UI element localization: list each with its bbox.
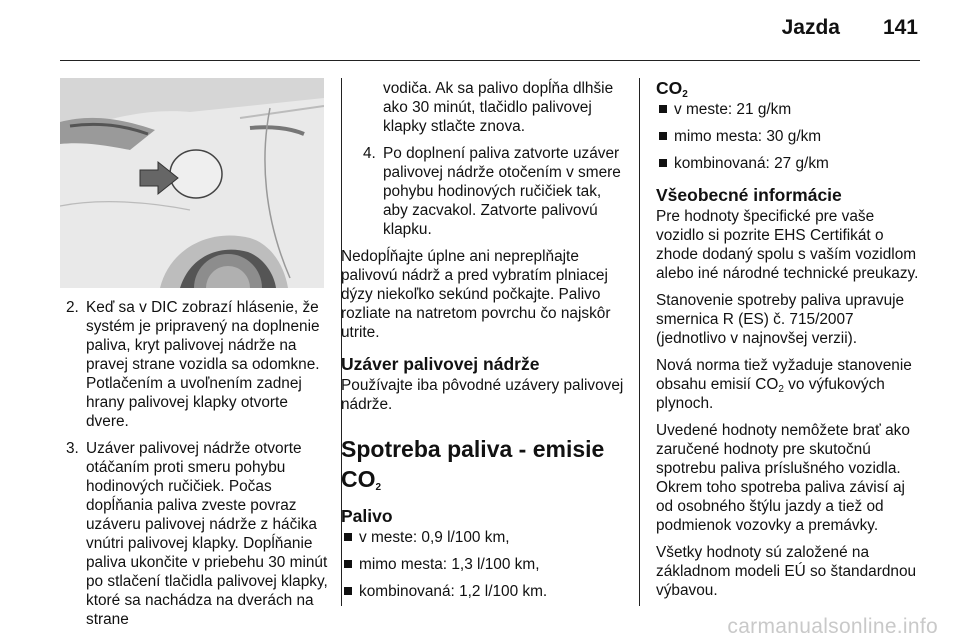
list-item: v meste: 0,9 l/100 km,	[341, 528, 629, 547]
column-1	[60, 298, 330, 637]
emissions-norm-paragraph: Nová norma tiež vyžaduje stanovenie obsahu emisií $CO_2$ vo výfukových plynoch.	[656, 357, 912, 412]
list-item: mimo mesta: 30 g/km	[656, 127, 922, 146]
section-heading-general-info: Všeobecné informácie	[656, 185, 842, 205]
page-header	[60, 0, 920, 61]
step-item	[357, 144, 629, 239]
general-info-paragraph: Pre hodnoty špecifické pre vaše vozidlo si pozrite EHS Certifikát o zhode dodaný spolu s vaším vozidlom alebo iné národné technické preukazy.	[656, 208, 919, 282]
step-number: 3.	[66, 440, 79, 457]
section-heading-consumption: Spotreba paliva - emisie $CO_2$	[341, 436, 605, 493]
list-item: v meste: 21 g/km	[656, 100, 922, 119]
regulation-paragraph: Stanovenie spotreby paliva upravuje smernica R (ES) č. 715/2007 (jednotlivo v najnovšej verzii).	[656, 292, 905, 347]
step-item	[60, 298, 330, 431]
fuel-values-list	[341, 528, 629, 601]
site-watermark: carmanualsonline.info	[727, 615, 938, 638]
base-model-paragraph: Všetky hodnoty sú založené na základnom modeli EÚ so štandardnou výbavou.	[656, 544, 917, 599]
subheading-fuel: Palivo	[341, 506, 393, 526]
co2-values-list	[656, 100, 922, 173]
page-number: 141	[882, 16, 918, 39]
step-continuation	[357, 79, 629, 136]
list-item: kombinovaná: 27 g/km	[656, 154, 922, 173]
refuel-warning-paragraph: Nedopĺňajte úplne ani nepreplňajte palivovú nádrž a pred vybratím plniacej dýzy niekoľko sekúnd počkajte. Palivo rozliate na natretom povrchu čo najskôr utrite.	[341, 248, 611, 341]
list-item: mimo mesta: 1,3 l/100 km,	[341, 555, 629, 574]
instruction-steps-cont	[357, 79, 629, 239]
column-2	[341, 79, 629, 611]
column-divider	[639, 78, 640, 606]
fuel-door-illustration	[60, 78, 324, 288]
list-item: kombinovaná: 1,2 l/100 km.	[341, 582, 629, 601]
step-text: Uzáver palivovej nádrže otvorte otáčaním proti smeru pohybu hodinových ručičiek. Počas dopĺňania paliva zveste povraz uzáveru palivovej nádrže z háčika vnútri palivovej klapky. Dopĺňanie paliva ukončite v priebehu 30 minút po stlačení tlačidla palivovej klapky, ktoré sa nachádza na dverách na strane	[86, 440, 328, 628]
step-number: 4.	[363, 145, 376, 162]
step-text: Po doplnení paliva zatvorte uzáver palivovej nádrže otočením v smere pohybu hodinových ručičiek tak, aby zacvakol. Zatvorte palivovú klapku.	[383, 145, 621, 238]
chapter-title: Jazda	[781, 16, 840, 39]
fuel-cap-paragraph: Používajte iba pôvodné uzávery palivovej nádrže.	[341, 377, 624, 413]
step-text: Keď sa v DIC zobrazí hlásenie, že systém je pripravený na doplnenie paliva, kryt palivovej nádrže na pravej strane vozidla sa odomkne. Potlačením a uvoľnením zadnej hrany palivovej klapky otvorte dvere.	[86, 299, 320, 430]
step-text: vodiča. Ak sa palivo dopĺňa dlhšie ako 30 minút, tlačidlo palivovej klapky stlačte znova.	[383, 80, 614, 135]
car-rear-side-image	[60, 78, 324, 288]
subheading-co2: $CO_2$	[656, 78, 688, 100]
section-heading-fuel-cap: Uzáver palivovej nádrže	[341, 354, 540, 374]
disclaimer-paragraph: Uvedené hodnoty nemôžete brať ako zaručené hodnoty pre skutočnú spotrebu paliva príslušného vozidla. Okrem toho spotreba paliva závisí aj od osobného štýlu jazdy a tiež od podmienok vozovky a premávky.	[656, 422, 910, 534]
column-3	[656, 72, 922, 608]
step-number: 2.	[66, 299, 79, 316]
step-item	[60, 439, 330, 629]
instruction-steps	[60, 298, 330, 629]
